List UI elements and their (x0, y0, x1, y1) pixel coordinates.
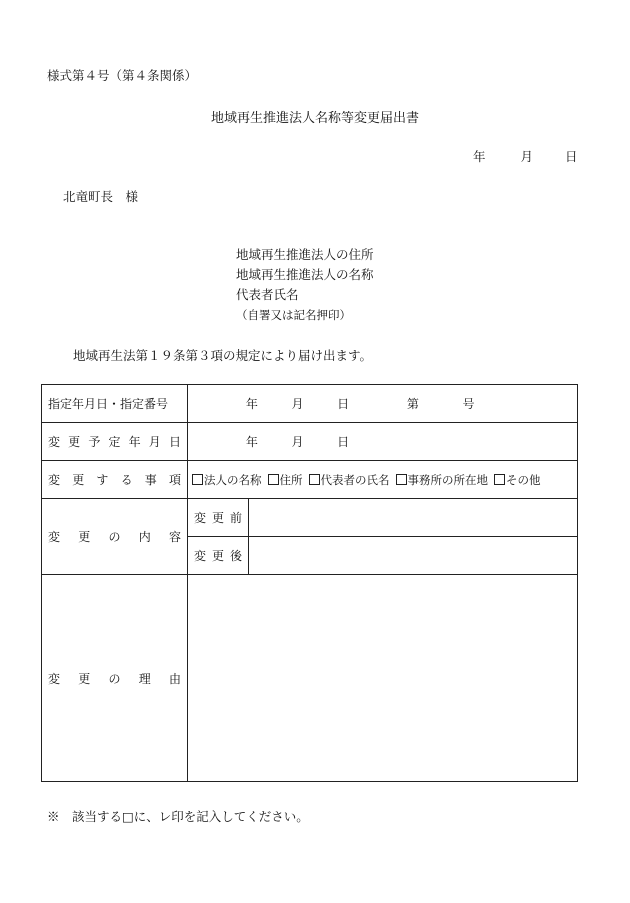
change-items-options (188, 461, 578, 499)
checkbox-office-location[interactable] (396, 474, 407, 485)
date-year-label: 年 (473, 149, 486, 164)
representative-label: 代表者氏名 (236, 287, 299, 302)
scheduled-date-label: 変 更 予 定 年 月 日 (42, 423, 188, 461)
footnote: ※ 該当する□に、レ印を記入してください。 (47, 809, 309, 824)
option-address[interactable]: 住所 (268, 473, 303, 487)
option-corporate-name[interactable]: 法人の名称 (192, 473, 262, 487)
date-month-label: 月 (520, 149, 533, 164)
option-representative-name[interactable]: 代表者の氏名 (309, 473, 390, 487)
reason-label: 変 更 の 理 由 (42, 575, 188, 782)
change-before-label: 変 更 前 (188, 499, 249, 537)
notification-table (41, 384, 578, 782)
applicant-name-label: 地域再生推進法人の名称 (236, 267, 374, 282)
scheduled-month: 月 (291, 435, 304, 449)
checkbox-address[interactable] (268, 474, 279, 485)
designation-year: 年 (245, 397, 258, 411)
designation-number-suffix: 号 (462, 397, 475, 411)
option-office-location[interactable]: 事務所の所在地 (396, 473, 489, 487)
change-content-label: 変 更 の 内 容 (42, 499, 188, 575)
form-number: 様式第４号（第４条関係） (47, 68, 198, 83)
date-day-label: 日 (564, 149, 578, 164)
reason-field[interactable] (188, 575, 578, 782)
applicant-address-label: 地域再生推進法人の住所 (236, 247, 374, 262)
scheduled-date-value[interactable] (188, 423, 578, 461)
designation-number-prefix: 第 (406, 397, 419, 411)
option-other[interactable]: その他 (494, 473, 541, 487)
change-items-row (42, 461, 578, 499)
change-before-row (42, 499, 578, 537)
scheduled-date-row (42, 423, 578, 461)
designation-label: 指定年月日・指定番号 (42, 385, 188, 423)
signature-note: （自署又は記名押印） (236, 308, 351, 322)
applicant-block (236, 245, 374, 325)
checkbox-other[interactable] (494, 474, 505, 485)
designation-month: 月 (291, 397, 304, 411)
change-items-label: 変 更 す る 事 項 (42, 461, 188, 499)
designation-day: 日 (337, 397, 350, 411)
addressee: 北竜町長 様 (63, 189, 139, 204)
checkbox-corporate-name[interactable] (192, 474, 203, 485)
change-after-field[interactable] (249, 537, 578, 575)
date-line (473, 147, 577, 165)
reason-row (42, 575, 578, 782)
statement: 地域再生法第１９条第３項の規定により届け出ます。 (73, 348, 373, 363)
scheduled-day: 日 (337, 435, 350, 449)
document-title: 地域再生推進法人名称等変更届出書 (210, 111, 419, 126)
designation-row (42, 385, 578, 423)
change-before-field[interactable] (249, 499, 578, 537)
scheduled-year: 年 (245, 435, 258, 449)
designation-value[interactable] (188, 385, 578, 423)
change-after-label: 変 更 後 (188, 537, 249, 575)
checkbox-representative-name[interactable] (309, 474, 320, 485)
